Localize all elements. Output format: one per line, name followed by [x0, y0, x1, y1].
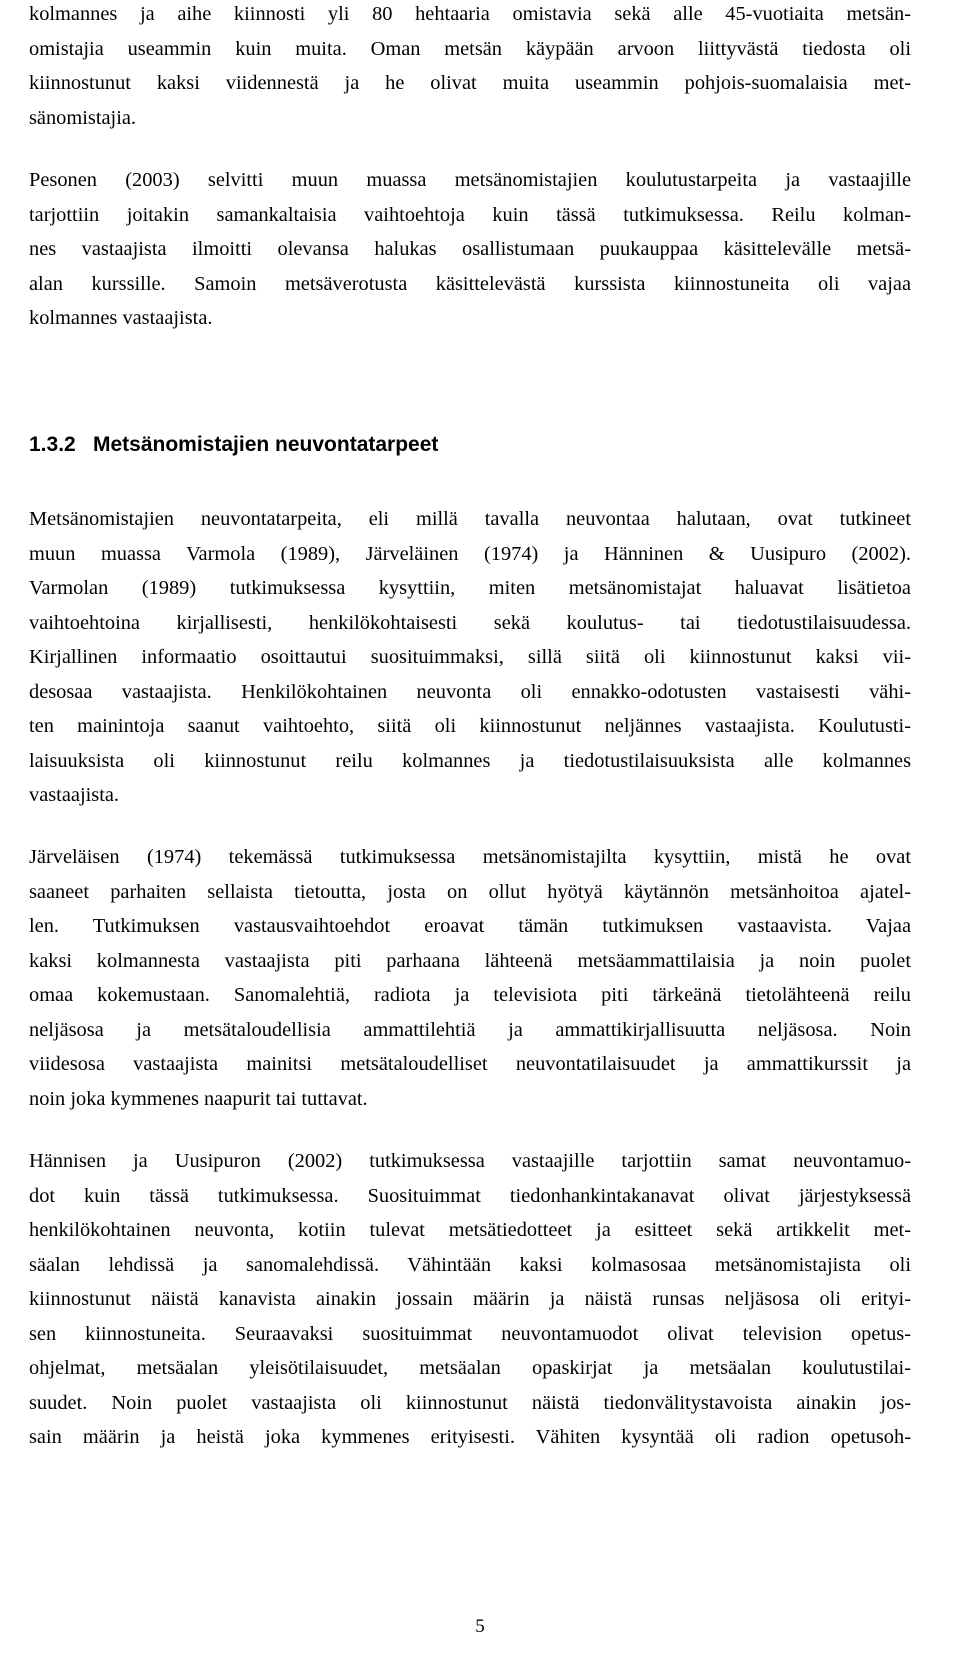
text-line: muun muassa Varmola (1989), Järveläinen (1974) ja Hänninen & Uusipuro (2002).	[29, 542, 911, 565]
text-line: ohjelmat, metsäalan yleisötilaisuudet, metsäalan opaskirjat ja metsäalan koulutustilai-	[29, 1357, 911, 1379]
text-line: kaksi kolmannesta vastaajista piti parhaana lähteenä metsäammattilaisia ja noin puolet	[29, 949, 911, 972]
text-line: dot kuin tässä tutkimuksessa. Suosituimmat tiedonhankintakanavat olivat järjestyksessä	[29, 1184, 911, 1207]
text-line: kolmannes ja aihe kiinnosti yli 80 hehtaaria omistavia sekä alle 45-vuotiaita metsän-	[29, 3, 911, 25]
text-line: omistajia useammin kuin muita. Oman metsän käypään arvoon liittyvästä tiedosta oli	[29, 37, 911, 60]
text-line: tarjottiin joitakin samankaltaisia vaihtoehtoja kuin tässä tutkimuksessa. Reilu kolman-	[29, 203, 911, 226]
text-line: laisuuksista oli kiinnostunut reilu kolmannes ja tiedotustilaisuuksista alle kolmannes	[29, 749, 911, 772]
text-line: Varmolan (1989) tutkimuksessa kysyttiin, miten metsänomistajat haluavat lisätietoa	[29, 577, 911, 599]
page-number: 5	[475, 1616, 485, 1637]
text-line: ten mainintoja saanut vaihtoehto, siitä oli kiinnostunut neljännes vastaajista. Koulutusti-	[29, 715, 911, 737]
text-line: Kirjallinen informaatio osoittautui suosituimmaksi, sillä siitä oli kiinnostunut kaksi vii-	[29, 646, 911, 668]
section-title: Metsänomistajien neuvontatarpeet	[93, 433, 439, 456]
text-line: saaneet parhaiten sellaista tietoutta, josta on ollut hyötyä käytännön metsänhoitoa ajatel-	[29, 880, 911, 903]
section-number: 1.3.2	[29, 433, 76, 456]
text-line: noin joka kymmenes naapurit tai tuttavat.	[29, 1087, 368, 1110]
text-line: vaihtoehtoina kirjallisesti, henkilökohtaisesti sekä koulutus- tai tiedotustilaisuudessa.	[29, 611, 911, 634]
text-line: henkilökohtainen neuvonta, kotiin tulevat metsätiedotteet ja esitteet sekä artikkelit met-	[29, 1219, 911, 1241]
text-line: viidesosa vastaajista mainitsi metsätaloudelliset neuvontatilaisuudet ja ammattikurssit ja	[29, 1053, 911, 1075]
text-line: Metsänomistajien neuvontatarpeita, eli millä tavalla neuvontaa halutaan, ovat tutkineet	[29, 508, 911, 530]
text-line: desosaa vastaajista. Henkilökohtainen neuvonta oli ennakko-odotusten vastaisesti vähi-	[29, 680, 911, 703]
text-line: Järveläisen (1974) tekemässä tutkimuksessa metsänomistajilta kysyttiin, mistä he ovat	[29, 846, 911, 868]
text-line: vastaajista.	[29, 784, 120, 806]
text-line: len. Tutkimuksen vastausvaihtoehdot eroavat tämän tutkimuksen vastaavista. Vajaa	[29, 915, 911, 937]
text-line: sen kiinnostuneita. Seuraavaksi suosituimmat neuvontamuodot olivat television opetus-	[29, 1322, 911, 1345]
text-line: sänomistajia.	[29, 106, 137, 129]
text-line: alan kurssille. Samoin metsäverotusta käsittelevästä kurssista kiinnostuneita oli vajaa	[29, 272, 911, 295]
text-line: sain määrin ja heistä joka kymmenes erityisesti. Vähiten kysyntää oli radion opetusoh-	[29, 1426, 911, 1448]
text-line: omaa kokemustaan. Sanomalehtiä, radiota ja televisiota piti tärkeänä tietolähteenä reilu	[29, 984, 911, 1006]
text-line: kiinnostunut kaksi viidennestä ja he olivat muita useammin pohjois-suomalaisia met-	[29, 72, 911, 94]
text-line: kiinnostunut näistä kanavista ainakin jossain määrin ja näistä runsas neljäsosa oli erityi-	[29, 1288, 911, 1310]
text-line: neljäsosa ja metsätaloudellisia ammattilehtiä ja ammattikirjallisuutta neljäsosa. Noin	[29, 1018, 911, 1041]
text-line: nes vastaajista ilmoitti olevansa halukas osallistumaan puukauppaa käsittelevälle metsä-	[29, 238, 911, 260]
text-line: Pesonen (2003) selvitti muun muassa metsänomistajien koulutustarpeita ja vastaajille	[29, 169, 911, 191]
text-line: kolmannes vastaajista.	[29, 307, 213, 329]
text-line: suudet. Noin puolet vastaajista oli kiinnostunut näistä tiedonvälitystavoista ainakin jos-	[29, 1391, 911, 1414]
text-line: Hännisen ja Uusipuron (2002) tutkimuksessa vastaajille tarjottiin samat neuvontamuo-	[29, 1150, 911, 1172]
text-line: säalan lehdissä ja sanomalehdissä. Vähintään kaksi kolmasosaa metsänomistajista oli	[29, 1253, 911, 1276]
